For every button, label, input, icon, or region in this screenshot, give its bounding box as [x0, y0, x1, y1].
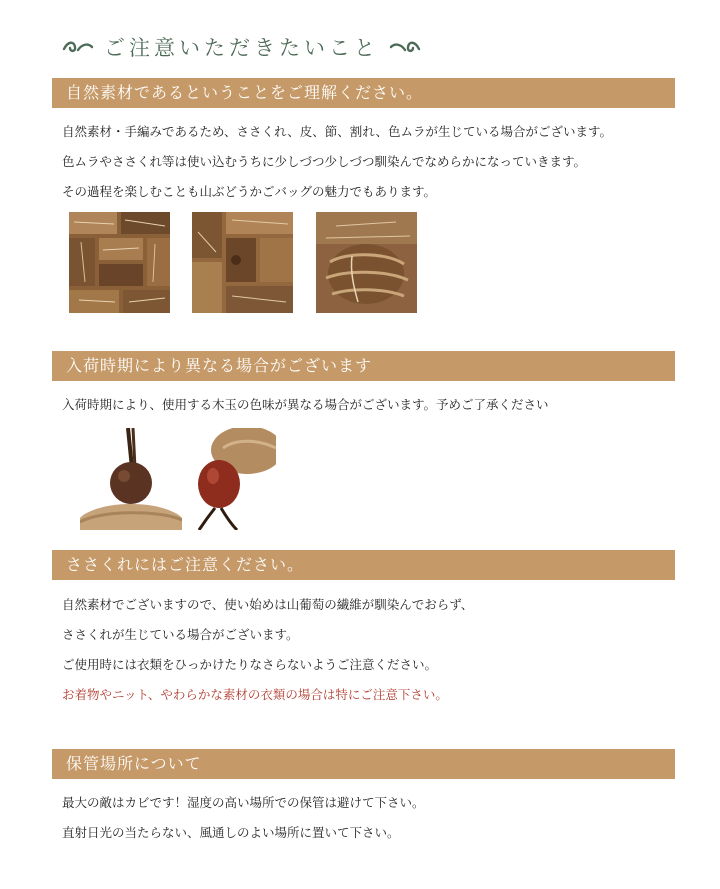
weave-texture-photo-2 [192, 212, 293, 313]
weave-texture-photo-3 [316, 212, 417, 313]
page-title: ご注意いただきたいこと [104, 36, 379, 60]
section-body-splinters [62, 590, 473, 710]
body-line: その過程を楽しむことも山ぶどうかごバッグの魅力でもあります。 [62, 184, 437, 199]
section-heading-splinters: ささくれにはご注意ください。 [52, 550, 675, 580]
section-body-storage [62, 788, 425, 848]
wood-bead-photo-red [187, 428, 276, 530]
body-line: ささくれが生じている場合がございます。 [62, 627, 299, 642]
section-heading-arrival-season: 入荷時期により異なる場合がございます [52, 351, 675, 381]
wood-bead-photo-dark [80, 428, 182, 530]
body-line: 直射日光の当たらない、風通しのよい場所に置いて下さい。 [62, 825, 400, 840]
body-line: 最大の敵はカビです！湿度の高い場所での保管は避けて下さい。 [62, 795, 425, 810]
page-title-row [62, 30, 421, 64]
body-line: 色ムラやささくれ等は使い込むうちに少しづつ少しづつ馴染んでなめらかになっていきます。 [62, 154, 587, 169]
body-line: 自然素材・手編みであるため、ささくれ、皮、節、割れ、色ムラが生じている場合がございます。 [62, 124, 613, 139]
swirl-ornament-right-icon [389, 39, 421, 55]
weave-texture-photo-1 [69, 212, 170, 313]
body-line: ご使用時には衣類をひっかけたりなさらないようご注意ください。 [62, 657, 438, 672]
warning-note: お着物やニット、やわらかな素材の衣類の場合は特にご注意下さい。 [62, 687, 448, 702]
swirl-ornament-left-icon [62, 39, 94, 55]
body-line: 自然素材でございますので、使い始めは山葡萄の繊維が馴染んでおらず、 [62, 597, 474, 612]
section-body-natural-material [62, 117, 612, 207]
section-heading-natural-material: 自然素材であるということをご理解ください。 [52, 78, 675, 108]
section-heading-storage: 保管場所について [52, 749, 675, 779]
section-body-arrival-season [62, 390, 549, 420]
body-line: 入荷時期により、使用する木玉の色味が異なる場合がございます。予めご了承ください [62, 397, 549, 412]
